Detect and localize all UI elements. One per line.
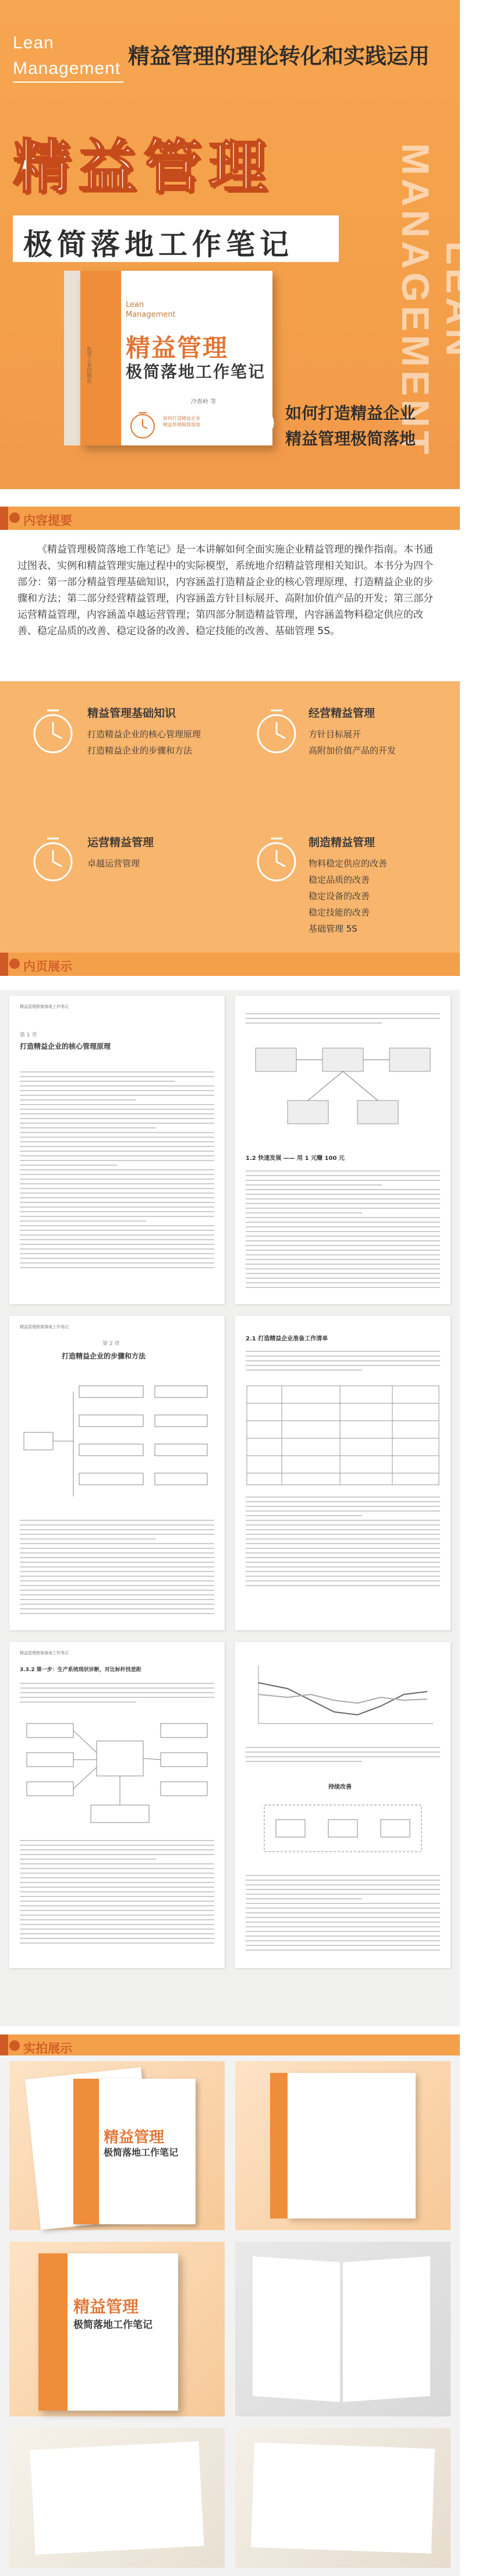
part4-item5: 基础管理 5S [309,923,357,934]
inner-page-3-diagram [21,1380,213,1508]
hero-banner [0,0,481,489]
part1-clock-icon [27,705,79,757]
inner-page-4 [235,1316,451,1630]
photo-book-cover3 [38,2253,178,2411]
inner-page-2-text-top [246,1013,440,1027]
book-desc [163,415,200,428]
photo-book-band [73,2079,99,2224]
section-header-bar [0,953,8,976]
photo-open-book [235,2242,451,2416]
photo-closeup-page [30,2441,204,2555]
inner-page-1-text [20,1071,214,1272]
inner-page-2-section: 1.2 快速发展 —— 用 1 元赚 100 元 [246,1155,345,1162]
inner-page-3-header: 精益管理极简落地工作笔记 [20,1325,69,1329]
inner-page-4-section: 2.1 打造精益企业准备工作清单 [246,1336,328,1342]
part3-clock-icon [27,833,79,885]
hero-vertical-text [394,93,481,458]
section-header-dot [9,2040,20,2051]
hero-lean-english [13,30,120,82]
photo-book-title: 精益管理 [104,2129,165,2146]
section-header-dot [9,512,20,523]
inner-page-4-text [246,1496,440,1590]
photo-book-spine [235,2061,451,2230]
section-header-pages [0,953,460,976]
inner-page-6-text [246,1875,440,1954]
inner-page-6-text-top [246,1747,440,1765]
inner-page-3-title: 打造精益企业的步骤和方法 [62,1352,146,1360]
photo-book-cover2 [288,2073,416,2218]
part4-item2: 稳定品质的改善 [309,875,370,885]
inner-page-4-table [247,1386,439,1485]
photo-book-title3: 精益管理 [73,2297,139,2316]
book-lean1: Lean [126,300,144,309]
inner-page-5-text [20,1840,214,1947]
section-pages-label: 内页展示 [23,960,72,974]
photo-closeup-page2 [251,2443,435,2554]
section-photos-label: 实拍展示 [23,2041,72,2055]
inner-page-1-title: 打造精益企业的核心管理原理 [20,1042,111,1050]
photo-book-stack [9,2061,225,2230]
photo-closeup-2 [235,2428,451,2568]
hero-subtitle-box [13,215,339,262]
section-header-summary [0,507,460,530]
inner-page-3-text [20,1520,214,1618]
part4-item3: 稳定设备的改善 [309,891,370,901]
photo-book-standing [9,2242,225,2416]
book-desc-line1: 如何打造精益企业 [163,416,200,421]
inner-page-2 [235,996,451,1304]
inner-page-6-cycle [258,1793,427,1863]
hero-clock-icon [242,402,279,439]
part4-item4: 稳定技能的改善 [309,907,370,918]
inner-page-4-text-top [246,1351,440,1374]
inner-page-1-header: 精益管理极简落地工作笔记 [20,1004,69,1009]
part2-title: 经营精益管理 [309,707,375,720]
book-desc-line2: 精益管理极简落地 [163,422,200,427]
hero-lean-line1: Lean [13,33,54,52]
photo-open-left [253,2256,340,2402]
hero-tagline-line1: 如何打造精益企业 [285,404,416,423]
book-subtitle: 极简落地工作笔记 [126,362,266,381]
book-publisher [85,271,93,445]
hero-title: 精益管理 [13,133,274,201]
section-summary-label: 内容提要 [23,514,72,528]
part2-clock-icon [250,705,303,757]
inner-pages-panel [0,990,460,2026]
hero-tagline [285,401,416,452]
hero-tagline-line2: 精益管理极简落地 [285,429,416,448]
inner-page-6-chart [247,1659,439,1735]
inner-page-1 [9,996,225,1304]
part4-title: 制造精益管理 [309,836,375,849]
inner-page-3-chapter: 第 2 章 [102,1341,120,1347]
inner-page-6-section: 持续改善 [328,1784,352,1791]
inner-page-5-text-top [20,1683,214,1706]
photos-panel [0,2055,460,2576]
part2-item2: 高附加价值产品的开发 [309,745,396,756]
book-authors: 冷香岭 等 [191,399,217,405]
inner-page-2-text [246,1170,440,1291]
inner-page-1-chapter: 第 1 章 [20,1032,37,1038]
inner-page-5-section: 3.3.2 第一步：生产系统现状诊断，对比标杆找差距 [20,1667,141,1673]
part3-item1: 卓越运营管理 [87,858,140,869]
hero-vertical-label: LEAN MANAGEMENT [394,143,481,458]
photo-book-subtitle: 极简落地工作笔记 [104,2147,179,2158]
hero-lean-line2: Management [13,59,121,78]
book-title: 精益管理 [126,334,229,362]
photo-closeup-1 [9,2428,225,2568]
inner-page-2-diagram [253,1042,433,1141]
part1-title: 精益管理基础知识 [87,707,176,720]
inner-page-3 [9,1316,225,1630]
hero-divider [13,82,123,83]
book-lean2: Management [126,310,176,319]
section-header-bar [0,507,8,530]
section-header-bar [0,2034,8,2058]
part4-item1: 物料稳定供应的改善 [309,858,388,869]
book-clock-icon [127,409,158,441]
photo-book-band3 [38,2253,68,2411]
hero-subtitle: 极简落地工作笔记 [23,228,293,261]
inner-page-5-flowchart [21,1718,213,1828]
book-spine [64,271,81,445]
part4-clock-icon [250,833,303,885]
inner-page-5-header: 精益管理极简落地工作笔记 [20,1651,69,1655]
inner-page-5 [9,1642,225,1968]
inner-page-6 [235,1642,451,1968]
photo-book-spine2 [270,2073,288,2218]
hero-slogan: 精益管理的理论转化和实践运用 [128,44,430,69]
book-publisher-label: 化学工业出版社 [86,346,91,383]
section-header-photos [0,2034,460,2058]
photo-book-front [73,2079,196,2224]
photo-book-subtitle3: 极简落地工作笔记 [73,2319,153,2331]
section-header-dot [9,958,20,969]
photo-open-right [343,2256,430,2402]
summary-text: 《精益管理极简落地工作笔记》是一本讲解如何全面实施企业精益管理的操作指南。本书通过图表、实例和精益管理实施过程中的实际模型，系统地介绍精益管理相关知识。本书分为四个部分：第一部分精益管理基础知识，内容涵盖打造精益企业的核心管理原理、打造精益企业的步骤和方法；第二部分经营精益管理，内容涵盖方针目标展开、高附加价值产品的开发；第三部分运营精益管理，内容涵盖卓越运营管理；第四部分制造精益管理，内容涵盖物料稳定供应的改善、稳定品质的改善、稳定设备的改善、稳定技能的改善、基础管理 5S。 [17,544,433,637]
part2-item1: 方针目标展开 [309,729,362,739]
book-lean-text [126,300,176,320]
part1-item2: 打造精益企业的步骤和方法 [87,745,193,756]
parts-panel [0,681,460,972]
part1-item1: 打造精益企业的核心管理原理 [87,729,201,739]
part3-title: 运营精益管理 [87,836,154,849]
